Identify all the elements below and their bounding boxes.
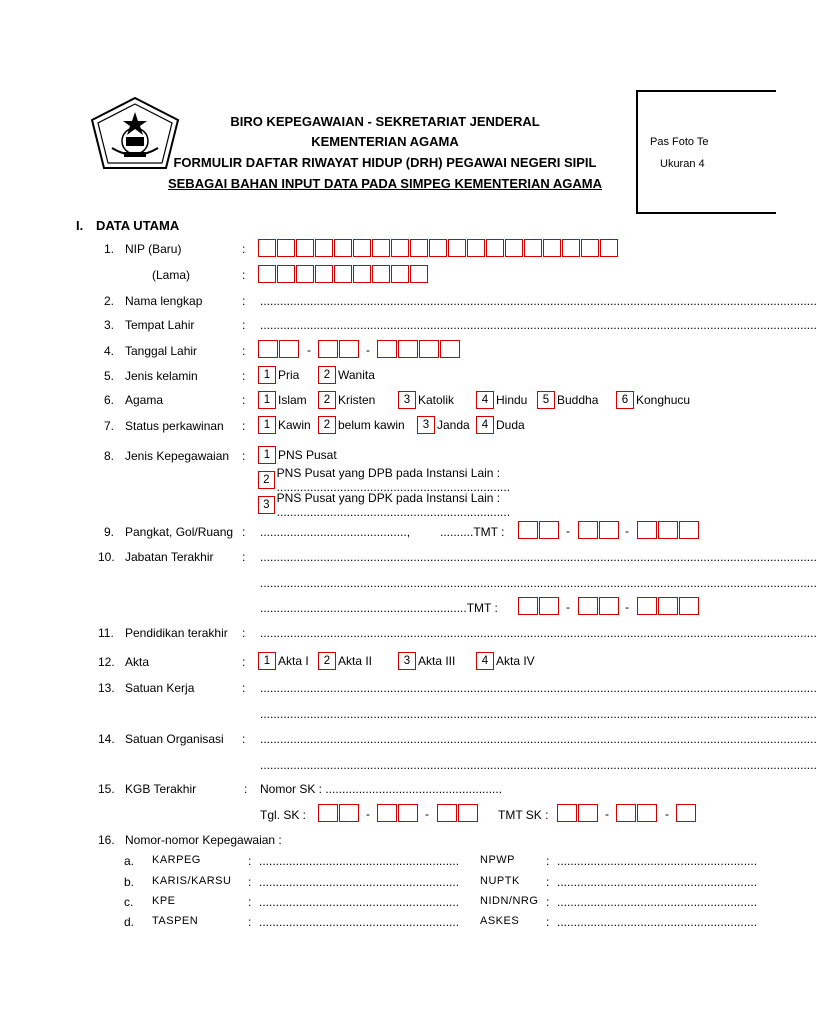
colon: : [242,655,246,669]
kpe-line[interactable]: ............................................................ [259,895,460,909]
field-6-label: Agama [125,393,164,407]
field-11-num: 11. [98,626,114,640]
field-4-num: 4. [104,344,115,358]
field-2-label: Nama lengkap [125,294,203,308]
option-duda[interactable] [476,415,525,435]
field-4-label: Tanggal Lahir [125,344,198,358]
field-7-num: 7. [104,419,115,433]
option-label: Kristen [338,393,376,407]
dash: - [366,343,370,357]
nidn-nrg-label: NIDN/NRG [480,895,539,907]
colon: : [242,318,246,332]
option-buddha[interactable] [537,390,598,410]
option-number: 6 [616,391,634,409]
option-label: Hindu [496,393,528,407]
colon: : [242,294,246,308]
colon: : [242,732,246,746]
kgb-tgl-year[interactable] [437,804,479,824]
option-label: Akta I [278,654,309,668]
colon: : [546,915,550,929]
field-3-num: 3. [104,318,115,332]
nama-lengkap-line[interactable]: ....................................................................................................................................................................... [260,294,817,308]
askes-line[interactable]: ............................................................ [557,915,758,929]
option-number: 2 [318,366,336,384]
header-line-1: BIRO KEPEGAWAIAN - SEKRETARIAT JENDERAL [230,114,540,129]
option-number: 4 [476,416,494,434]
colon: : [546,854,550,868]
header-line-4: SEBAGAI BAHAN INPUT DATA PADA SIMPEG KEMENTERIAN AGAMA [167,176,603,191]
option-label: belum kawin [338,418,405,432]
field-1-num: 1. [104,242,115,256]
option-number: 4 [476,391,494,409]
kgb-tmt-day[interactable] [557,804,599,824]
option-belum-kawin[interactable] [318,415,405,435]
jabatan-tmt-day[interactable] [518,597,560,617]
kgb-tgl-sk-label: Tgl. SK : [260,808,307,822]
option-akta-1[interactable] [258,651,309,671]
option-number: 1 [258,446,276,464]
pangkat-tmt-year[interactable] [637,521,700,541]
colon: : [242,344,246,358]
colon: : [248,895,252,909]
option-akta-3[interactable] [398,651,455,671]
option-label: Janda [437,418,470,432]
option-akta-2[interactable] [318,651,372,671]
option-label: Katolik [418,393,455,407]
option-label: PNS Pusat yang DPK pada Instansi Lain : ...................................................................... [276,491,511,519]
dash: - [665,807,669,821]
colon: : [242,550,246,564]
tgl-lahir-day[interactable] [258,340,300,360]
field-1-label: NIP (Baru) [125,242,182,256]
field-9-label: Pangkat, Gol/Ruang [125,525,234,539]
field-11-label: Pendidikan terakhir [125,626,228,640]
section-number: I. [76,218,84,233]
field-7-label: Status perkawinan [125,419,224,433]
colon: : [242,369,246,383]
option-number: 3 [398,391,416,409]
field-6-num: 6. [104,393,115,407]
colon: : [546,875,550,889]
dash: - [566,524,570,538]
pangkat-tmt-label: ..........TMT : [440,525,505,539]
option-number: 3 [258,496,275,514]
photo-box [636,90,776,214]
option-islam[interactable] [258,390,307,410]
karis-karsu-label: KARIS/KARSU [152,875,232,887]
option-label: Wanita [338,368,375,382]
npwp-line[interactable]: ............................................................ [557,854,758,868]
kgb-tgl-day[interactable] [318,804,360,824]
field-13-num: 13. [98,681,115,695]
kpe-label: KPE [152,895,176,907]
option-number: 2 [318,391,336,409]
option-label: Buddha [557,393,599,407]
field-15-num: 15. [98,782,115,796]
list-letter: c. [124,895,134,909]
nip-baru-boxes[interactable] [258,239,619,259]
pangkat-tmt-month[interactable] [578,521,620,541]
colon: : [248,915,252,929]
colon: : [242,393,246,407]
dash: - [625,600,629,614]
option-pns-pusat[interactable] [258,445,337,465]
option-number: 2 [318,416,336,434]
jabatan-tmt-year[interactable] [637,597,700,617]
jabatan-line-2[interactable]: ....................................................................................................................................................................... [260,576,817,590]
askes-label: ASKES [480,915,520,927]
field-9-num: 9. [104,525,115,539]
field-13-label: Satuan Kerja [125,681,195,695]
option-akta-4[interactable] [476,651,535,671]
nuptk-label: NUPTK [480,875,520,887]
field-8-num: 8. [104,449,115,463]
colon: : [242,525,246,539]
jabatan-line-1[interactable]: ....................................................................................................................................................................... [260,550,817,564]
option-number: 4 [476,652,494,670]
option-number: 3 [398,652,416,670]
field-5-num: 5. [104,369,115,383]
option-pns-dpk[interactable] [258,491,698,519]
pendidikan-line[interactable]: ....................................................................................................................................................................... [260,626,817,640]
nuptk-line[interactable]: ............................................................ [557,875,758,889]
header-line-2: KEMENTERIAN AGAMA [311,134,459,149]
option-number: 1 [258,391,276,409]
field-1b-label: (Lama) [152,268,191,282]
npwp-label: NPWP [480,854,515,866]
option-pns-dpb[interactable] [258,466,698,494]
option-hindu[interactable] [476,390,527,410]
field-15-label: KGB Terakhir [125,782,197,796]
karis-karsu-line[interactable]: ............................................................ [259,875,460,889]
option-label: Pria [278,368,300,382]
field-14-label: Satuan Organisasi [125,732,224,746]
kgb-tmt-year[interactable] [676,804,697,824]
photo-caption-1: Pas Foto Te [650,136,709,148]
option-pria[interactable] [258,365,299,385]
option-kristen[interactable] [318,390,375,410]
colon: : [248,854,252,868]
karpeg-line[interactable]: ............................................................ [259,854,460,868]
option-janda[interactable] [417,415,470,435]
kgb-nomor-sk[interactable]: Nomor SK : ..................................................... [260,782,503,796]
field-12-label: Akta [125,655,150,669]
option-label: Akta IV [496,654,535,668]
section-title: DATA UTAMA [96,218,180,233]
option-number: 5 [537,391,555,409]
option-number: 2 [318,652,336,670]
colon: : [242,681,246,695]
jabatan-tmt-month[interactable] [578,597,620,617]
tempat-lahir-line[interactable]: ....................................................................................................................................................................... [260,318,817,332]
dash: - [307,343,311,357]
list-letter: a. [124,854,135,868]
header-line-3: FORMULIR DAFTAR RIWAYAT HIDUP (DRH) PEGAWAI NEGERI SIPIL [173,155,597,170]
list-letter: d. [124,915,135,929]
field-14-num: 14. [98,732,115,746]
colon: : [242,419,246,433]
tgl-lahir-month[interactable] [318,340,360,360]
option-konghucu[interactable] [616,390,690,410]
nidn-nrg-line[interactable]: ............................................................ [557,895,758,909]
satuan-organisasi-line-1[interactable]: ....................................................................................................................................................................... [260,732,817,746]
pangkat-tmt-day[interactable] [518,521,560,541]
option-label: Islam [278,393,307,407]
field-8-label: Jenis Kepegawaian [125,449,230,463]
kgb-tgl-month[interactable] [377,804,419,824]
option-label: Akta III [418,654,456,668]
dash: - [605,807,609,821]
option-label: PNS Pusat [278,448,337,462]
dash: - [625,524,629,538]
option-number: 1 [258,652,276,670]
pangkat-line[interactable]: ............................................, [260,525,411,539]
satuan-kerja-line-2[interactable]: ....................................................................................................................................................................... [260,707,817,721]
colon: : [244,782,248,796]
option-katolik[interactable] [398,390,454,410]
jabatan-line-3[interactable]: ..............................................................TMT : [260,601,498,615]
field-10-label: Jabatan Terakhir [125,550,214,564]
tgl-lahir-year[interactable] [377,340,461,360]
option-label: Kawin [278,418,311,432]
field-3-label: Tempat Lahir [125,318,195,332]
option-number: 1 [258,366,276,384]
dash: - [366,807,370,821]
photo-caption-2: Ukuran 4 [660,158,705,170]
option-label: Duda [496,418,525,432]
colon: : [242,268,246,282]
field-5-label: Jenis kelamin [125,369,198,383]
option-number: 3 [417,416,435,434]
colon: : [546,895,550,909]
dash: - [566,600,570,614]
dash: - [425,807,429,821]
option-label: PNS Pusat yang DPB pada Instansi Lain : ...................................................................... [276,466,511,494]
field-10-num: 10. [98,550,115,564]
satuan-kerja-line-1[interactable]: ....................................................................................................................................................................... [260,681,817,695]
karpeg-label: KARPEG [152,854,201,866]
colon: : [242,449,246,463]
colon: : [248,875,252,889]
taspen-label: TASPEN [152,915,199,927]
colon: : [242,242,246,256]
field-16-num: 16. [98,833,115,847]
taspen-line[interactable]: ............................................................ [259,915,460,929]
option-number: 1 [258,416,276,434]
satuan-organisasi-line-2[interactable]: ....................................................................................................................................................................... [260,758,817,772]
field-2-num: 2. [104,294,115,308]
nip-lama-boxes[interactable] [258,265,429,285]
field-12-num: 12. [98,655,115,669]
option-number: 2 [258,471,275,489]
option-label: Konghucu [636,393,691,407]
kgb-tmt-sk-label: TMT SK : [498,808,549,822]
field-16-label: Nomor-nomor Kepegawaian : [125,833,282,847]
kgb-tmt-month[interactable] [616,804,658,824]
option-label: Akta II [338,654,373,668]
option-kawin[interactable] [258,415,311,435]
list-letter: b. [124,875,135,889]
option-wanita[interactable] [318,365,375,385]
colon: : [242,626,246,640]
